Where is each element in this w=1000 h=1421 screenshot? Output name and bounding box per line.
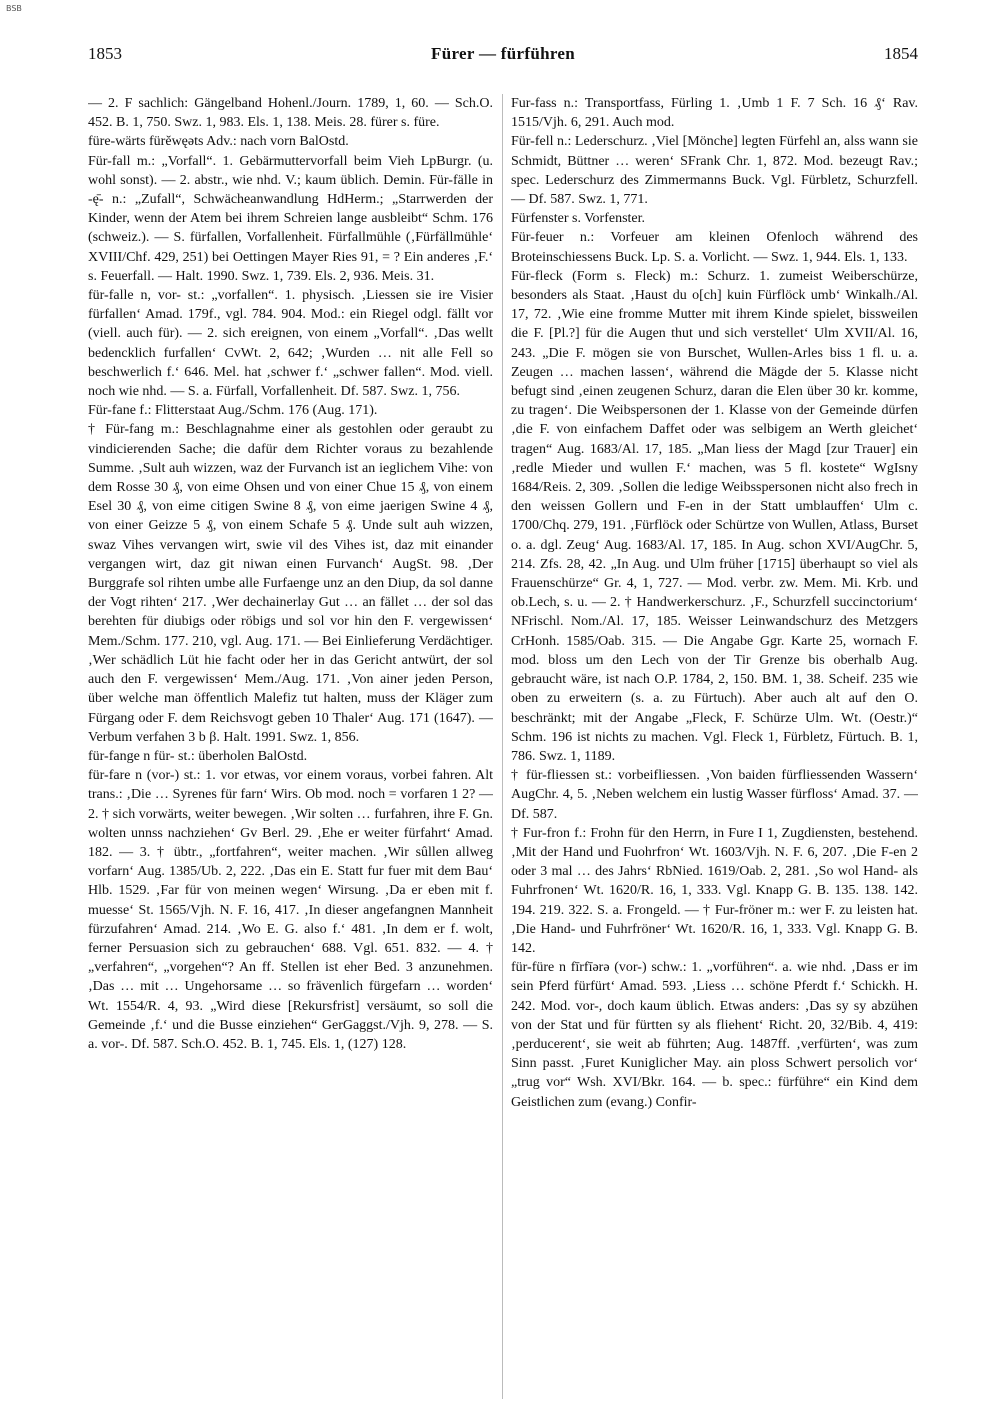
entry-paragraph: füre-wärts fürĕwęəts Adv.: nach vorn BalOstd. xyxy=(88,134,349,150)
entry-paragraph: † für-fliessen st.: vorbeifliessen. ‚Von baiden fürfliessenden Wassern‘ AugChr. 4, 5. ‚Neben welchem ein lustig Wasser fürfloss‘ Amad. 37. — Df. 587. xyxy=(511,768,918,822)
entry-paragraph: Für-fleck (Form s. Fleck) m.: Schurz. 1. zumeist Weiberschürze, besonders als Staat. ‚Haust du o[ch] kuin Fürflöck umb‘ Winkalh./Al. 17, 72. ‚Wie eine fromme Mutter mit ihrem Kinde spielet, bissweilen die F. [Pl.?] für die Augen thut und sich verstellet‘ Ulm XVII/Al. 16, 243. „Die F. mögen sie von Burschet, Wullen-Arles biss 1 fl. u. a. Zeugen … machen lassen‘, während die Mägde der 5. Klasse nicht befugt sind ‚einen zeugenen Schurz, daran die Elen über 30 kr. komme, zu tragen‘. Die Weibspersonen der 1. Klasse von der Gemeinde dürfen ‚die F. von einfachem Daffet oder was selbigem an Werth gleichet‘ tragen“ Aug. 1683/Al. 17, 185. „Man liess der Magd [zur Trauer] ein ‚redle Mieder und wullen F.‘ machen, was 5 fl. kostete“ WgIsny 1684/Reis. 2, 309. ‚Sollen die ledige Weibsspersonen nicht also frech in den weissen Gollern und F-en in der Statt umblauffen‘ Ulm c. 1700/Chq. 279, 191. ‚Fürflöck oder Schürtze von Wullen, Atlass, Burset o. a. dgl. Zeug‘ Aug. 1683/Al. 17, 185. In Aug. schon XVI/AugChr. 5, 214. Zfs. 28, 42. „In Aug. und Ulm früher [1715] überhaupt so viel als Frauenschürze“ Gr. 4, 1, 727. — Mod. verbr. zw. Mem. Mi. Krb. und ob.Lech, s. u. — 2. † Handwerkerschurz. ‚F., Schurzfell succinctorium‘ NFrischl. Nom./Al. 17, 185. Weisser Leinwandschurz des Metzgers CrHonh. 1585/Oab. 315. — Die Angabe Ggr. Karte 25, wornach F. mod. bloss um den Lech von der Tir Grenze bis oberhalb Aug. gebraucht wäre, ist nach O.P. 1784, 2, 150. BM. 1, 38. Scheif. 235 wie oben zu erweitern (s. a. zu Fürtuch). Aber auch alt auf den O. beschränkt; mit der Angabe „Fleck, F. Schürze Ulm. Wt. (Oestr.)“ Schm. 196 ist nichts zu machen. Vgl. Fleck 1, Fürbletz, Fürtuch. B. 1, 786. Swz. 1, 1189. xyxy=(511,268,918,764)
entry-paragraph: für-falle n, vor- st.: „vorfallen“. 1. physisch. ‚Liessen sie ire Visier fürfallen‘ Amad. 179f., vgl. 784. 904. Mod.: ein Riegel odgl. fällt vor (viell. auch für). — 2. sich ereignen, von einem „Vorfall“. ‚Das wellt bedencklich furfallen‘ CvWt. 2, 642; ‚Wurden … nit alle Fell so beschwerlich f.‘ 646. Mel. hat ‚schwer f.‘ „schwer fallen“. Mod. viell. noch wie nhd. — S. a. Fürfall, Vorfallenheit. Df. 587. Swz. 1, 756. xyxy=(88,288,493,400)
left-column xyxy=(88,94,493,1412)
page-header xyxy=(88,44,918,68)
entry-paragraph: für-fange n für- st.: überholen BalOstd. xyxy=(88,748,308,764)
entry-paragraph: Für-fell n.: Lederschurz. ‚Viel [Mönche] legten Fürfehl an, alss wann sie Schmidt, Büttner … weren‘ SFrank Chr. 1, 872. Mod. bezeugt Rav.; spec. Lederschurz des Zimmermanns Buck. Vgl. Fürbletz, Schurzfell. — Df. 587. Swz. 1, 771. xyxy=(511,134,918,208)
entry-paragraph: Fürfenster s. Vorfenster. xyxy=(511,211,646,227)
column-divider xyxy=(502,94,503,1399)
entry-paragraph: Für-fane f.: Flitterstaat Aug./Schm. 176 (Aug. 171). xyxy=(88,403,378,419)
entry-paragraph: — 2. F sachlich: Gängelband Hohenl./Journ. 1789, 1, 60. — Sch.O. 452. B. 1, 750. Swz. 1, 983. Els. 1, 138. Meis. 28. fürer s. füre. xyxy=(88,96,493,131)
page-number-left: 1853 xyxy=(88,44,122,63)
entry-paragraph: † Fur-fron f.: Frohn für den Herrn, in Fure I 1, Zugdiensten, bestehend. ‚Mit der Hand und Fuohrfron‘ Wt. 1603/Vjh. N. F. 6, 207. ‚Die F-en 2 oder 3 mal … des Jahrs‘ RbNied. 1619/Oab. 2, 281. ‚So wol Hand- als Fuhrfronen‘ Wt. 1620/R. 16, 1, 333. Vgl. Knapp G. B. 135. 138. 142. 194. 219. 322. S. a. Frongeld. — † Fur-fröner m.: wer F. zu leisten hat. ‚Die Hand- und Fuhrfröner‘ Wt. 1620/R. 16, 1, 333. Vgl. Knapp G. B. 142. xyxy=(511,825,918,956)
running-title: Fürer — fürführen xyxy=(431,44,575,63)
library-stamp: BSB xyxy=(6,4,22,13)
page-number-right: 1854 xyxy=(884,44,918,63)
entry-paragraph: Fur-fass n.: Transportfass, Fürling 1. ‚Umb 1 F. 7 Sch. 16 ₰‘ Rav. 1515/Vjh. 6, 291. Auch mod. xyxy=(511,96,918,131)
entry-paragraph: Für-fall m.: „Vorfall“. 1. Gebärmuttervorfall beim Vieh LpBurgr. (u. wohl sonst). — 2. abstr., wie nhd. V.; kaum üblich. Demin. Für-fälle in -ę̄- n.: „Zufall“, Schwächeanwandlung HdHerm.; „Starrwerden der Kinder, wenn der Atem bei ihrem Schreien lange ausbleibt“ Schm. 176 (schweiz.). — S. fürfallen, Vorfallenheit. Fürfallmühle (‚Fürfällmühle‘ XVIII/Chf. 429, 251) bei Oettingen Mayer Ries 91, = ? Ein anderes ‚F.‘ s. Feuerfall. — Halt. 1990. Swz. 1, 739. Els. 2, 936. Meis. 31. xyxy=(88,153,493,284)
entry-paragraph: für-fare n (vor-) st.: 1. vor etwas, vor einem voraus, vorbei fahren. Alt trans.: ‚Die … Syrenes für farn‘ Wirs. Ob mod. noch = vorfaren 1 2? — 2. † sich vorwärts, weiter bewegen. ‚Wir solten … furfahren, ihre F. Gn. wolten unnss nachziehen‘ Gv Berl. 29. ‚Ehe er weiter fürfahrt‘ Amad. 182. — 3. † übtr., „fortfahren“, weiter machen. ‚Wir sûllen allweg vorfarn‘ Aug. 1385/Ub. 2, 222. ‚Das ein E. Statt fur fuer mit dem Bau‘ Hlb. 1529. ‚Far für von meinen wegen‘ Wirsung. ‚Da er eben mit f. muesse‘ St. 1565/Vjh. N. F. 16, 417. ‚In dieser angefangnen Mannheit fürzufahren‘ Amad. 214. ‚Wo E. G. also f.‘ 481. ‚In dem er f. wolt, ferner Persuasion sich zu gebrauchen‘ 688. Vgl. 651. 832. — 4. † „verfahren“, „vorgehen“? An ff. Stellen ist eher Bed. 3 anzunehmen. ‚Das … mit … Ungehorsame … so frävenlich fürgefarn … worden‘ Wt. 1554/R. 4, 93. „Wird diese [Rekursfrist] versäumt, so soll die Gemeinde ‚f.‘ und die Busse einziehen“ GerGaggst./Vjh. 9, 278. — S. a. vor-. Df. 587. Sch.O. 452. B. 1, 745. Els. 1, (127) 128. xyxy=(88,768,493,1052)
right-column xyxy=(511,94,918,1412)
entry-paragraph: † Für-fang m.: Beschlagnahme einer als gestohlen oder geraubt zu vindicierenden Sache; die dafür dem Richter voraus zu bezahlende Summe. ‚Sult auh wizzen, waz der Furvanch ist an ieglichem Vihe: von dem Rosse 30 ₰, von eime Ohsen und von einer Chue 15 ₰, von einem Esel 30 ₰, von eime citigen Swine 8 ₰, von eime jaerigen Swine 4 ₰, von einer Geizze 5 ₰, von einem Schafe 5 ₰. Unde sult auh wizzen, swaz Vihes vervangen wirt, swie vil des Vihes ist, daz mit einander vergangen wirt, daz git niwan einen Furvanch‘ AugSt. 98. ‚Der Burggrafe sol rihten umbe alle Furfaenge unz an den Diup, da sol danne der Vogt rihten‘ 217. ‚Wer dechainerlay Gut … an fället … der sol das berehten für diubigs oder röbigs und sol vor hin den F. vergewissen‘ Mem./Schm. 177. 210, vgl. Aug. 171. — Bei Einlieferung Verdächtiger. ‚Wer schädlich Lüt hie facht oder her in das Gericht antwürt, der sol auch den F. vergewissen‘ Mem./Aug. 171. ‚Von ainer jeden Person, über welche man öffentlich Malefiz tut halten, muss der Kläger zum Fürgang oder F. dem Reichsvogt geben 10 Thaler‘ Aug. 171 (1647). — Verbum verfahen 3 b β. Halt. 1991. Swz. 1, 856. xyxy=(88,422,493,745)
entry-paragraph: für-füre n fīrfīərə (vor-) schw.: 1. „vorführen“. a. wie nhd. ‚Dass er im sein Pferd fürfürt‘ Amad. 593. ‚Liess … schöne Pferdt f.‘ Schickh. H. 242. Mod. vor-, doch kaum üblich. Etwas anders: ‚Das sy sy abzühen von der Stat und für fürtten sy als fliehent‘ Richt. 20, 32/Bib. 4, 419: ‚perducerent‘, sie weit ab führten; Aug. 1487ff. ‚verfürten‘, was zum Sinn passt. ‚Furet Kuniglicher May. ain ploss Schwert persolich vor‘ „trug vor“ Wsh. XVI/Bkr. 164. — b. spec.: fürführe“ ein Kind dem Geistlichen zum (evang.) Confir- xyxy=(511,960,918,1110)
entry-paragraph: Für-feuer n.: Vorfeuer am kleinen Ofenloch während des Broteinschiessens Buck. Lp. S. a. Vorlicht. — Swz. 1, 944. Els. 1, 133. xyxy=(511,230,918,265)
